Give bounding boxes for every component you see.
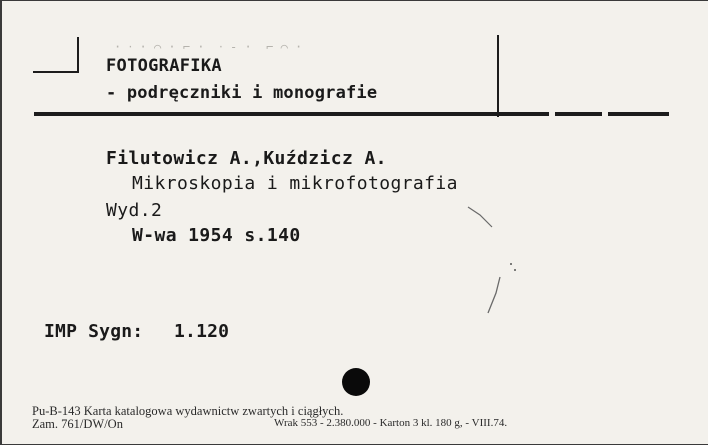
- entry-title: Mikroskopia i mikrofotografia: [132, 173, 458, 194]
- speck: [510, 263, 512, 265]
- pencil-mark-upper: [468, 207, 492, 227]
- footer-form-line: Pu-B-143 Karta katalogowa wydawnictw zwartych i ciągłych.: [32, 404, 344, 418]
- signature-label: IMP Sygn:: [44, 321, 144, 342]
- section-heading: FOTOGRAFIKA: [106, 56, 222, 76]
- footer-print-details: Wrak 553 - 2.380.000 - Karton 3 kl. 180 g, - VIII.74.: [274, 417, 508, 429]
- speck: [514, 269, 516, 271]
- signature-value: 1.120: [174, 321, 230, 342]
- faded-overprint: · ‧ · ⌒ · ⌐ · ‧ ‐ · ⌐ ⌒ ·: [114, 40, 303, 54]
- entry-imprint: W-wa 1954 s.140: [132, 225, 301, 246]
- pencil-mark-lower: [488, 277, 500, 313]
- entry-edition: Wyd.2: [106, 200, 163, 221]
- punch-hole: [342, 368, 370, 396]
- entry-authors: Filutowicz A.,Kuździcz A.: [106, 148, 387, 169]
- subsection-heading: - podręczniki i monografie: [106, 83, 378, 103]
- footer-order-number: Zam. 761/DW/On: [32, 417, 123, 431]
